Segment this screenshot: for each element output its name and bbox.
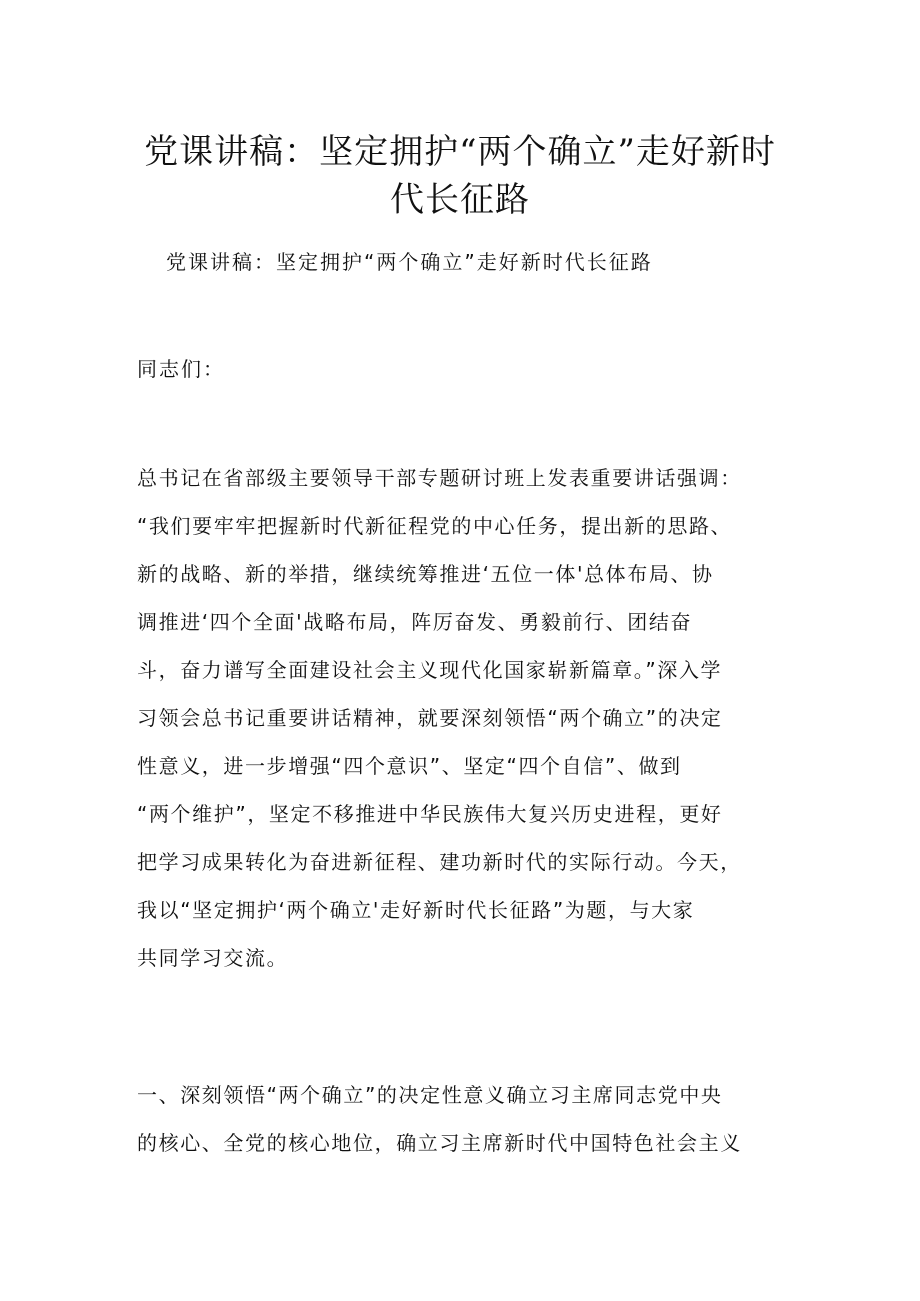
title-line-2: 代长征路 bbox=[390, 180, 530, 220]
text-line: 一、深刻领悟“两个确立”的决定性意义确立习主席同志党中央 bbox=[137, 1083, 723, 1107]
paragraph-section-one bbox=[137, 1071, 797, 1167]
text-line: 性意义，进一步增强“四个意识”、坚定“四个自信”、做到 bbox=[137, 754, 682, 778]
text-line: 共同学习交流。 bbox=[137, 946, 289, 970]
text-line: 把学习成果转化为奋进新征程、建功新时代的实际行动。今天， bbox=[137, 850, 742, 874]
text-line: 的核心、全党的核心地位，确立习主席新时代中国特色社会主义 bbox=[137, 1131, 742, 1155]
text-line: 我以“坚定拥护‘两个确立'走好新时代长征路”为题，与大家 bbox=[137, 898, 695, 922]
text-line: 调推进‘四个全面'战略布局，阵厉奋发、勇毅前行、团结奋 bbox=[137, 610, 693, 634]
paragraph-intro bbox=[137, 454, 797, 982]
document-subtitle: 党课讲稿：坚定拥护“两个确立”走好新时代长征路 bbox=[166, 250, 653, 274]
text-line: “两个维护”，坚定不移推进中华民族伟大复兴历史进程，更好 bbox=[137, 802, 723, 826]
text-line: “我们要牢牢把握新时代新征程党的中心任务，提出新的思路、 bbox=[137, 514, 733, 538]
text-line: 习领会总书记重要讲话精神，就要深刻领悟“两个确立”的决定 bbox=[137, 706, 723, 730]
document-title bbox=[120, 128, 800, 224]
salutation: 同志们： bbox=[137, 357, 225, 381]
text-line: 新的战略、新的举措，继续统筹推进‘五位一体'总体布局、协 bbox=[137, 562, 714, 586]
title-line-1: 党课讲稿：坚定拥护“两个确立”走好新时 bbox=[144, 132, 776, 172]
text-line: 斗，奋力谱写全面建设社会主义现代化国家崭新篇章。”深入学 bbox=[137, 658, 723, 682]
text-line: 总书记在省部级主要领导干部专题研讨班上发表重要讲话强调： bbox=[137, 466, 742, 490]
